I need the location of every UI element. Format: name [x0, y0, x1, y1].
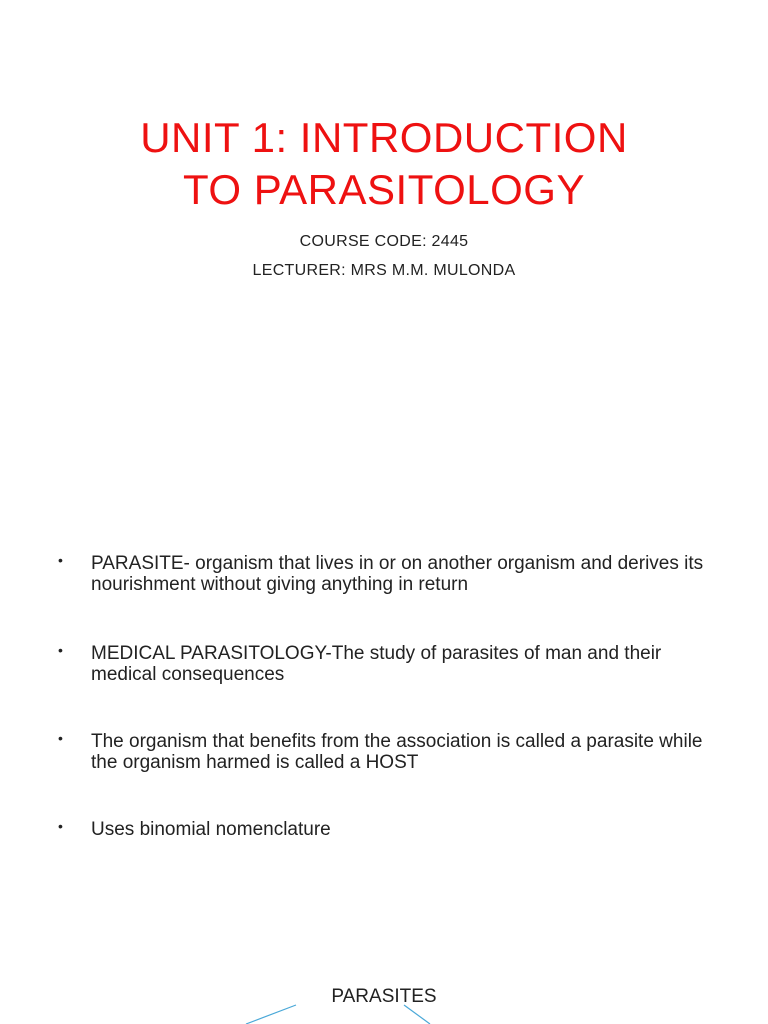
- title-line-1: UNIT 1: INTRODUCTION: [140, 114, 628, 161]
- unit-title: [0, 112, 768, 216]
- diagram-root-label: PARASITES: [331, 986, 437, 1007]
- diagram-branch-line: [404, 1005, 430, 1024]
- bullet-icon: •: [58, 818, 63, 834]
- bullet-text: MEDICAL PARASITOLOGY-The study of parasites of man and their medical consequences: [91, 643, 662, 685]
- list-item: [58, 731, 718, 773]
- list-item: [58, 553, 718, 595]
- bullet-icon: •: [58, 552, 63, 568]
- bullet-icon: •: [58, 642, 63, 658]
- diagram-branch-line: [246, 1005, 296, 1024]
- bullet-icon: •: [58, 730, 63, 746]
- bullet-text: Uses binomial nomenclature: [91, 819, 331, 840]
- title-line-2: TO PARASITOLOGY: [183, 166, 585, 213]
- bullet-text: PARASITE- organism that lives in or on another organism and derives its nourishment without giving anything in return: [91, 553, 704, 595]
- list-item: [58, 819, 718, 840]
- lecturer-name: LECTURER: MRS M.M. MULONDA: [252, 262, 516, 279]
- classification-diagram: [0, 1000, 768, 1024]
- list-item: [58, 643, 718, 685]
- course-code: COURSE CODE: 2445: [299, 233, 469, 250]
- bullet-text: The organism that benefits from the association is called a parasite while the organism harmed is called a HOST: [91, 731, 703, 773]
